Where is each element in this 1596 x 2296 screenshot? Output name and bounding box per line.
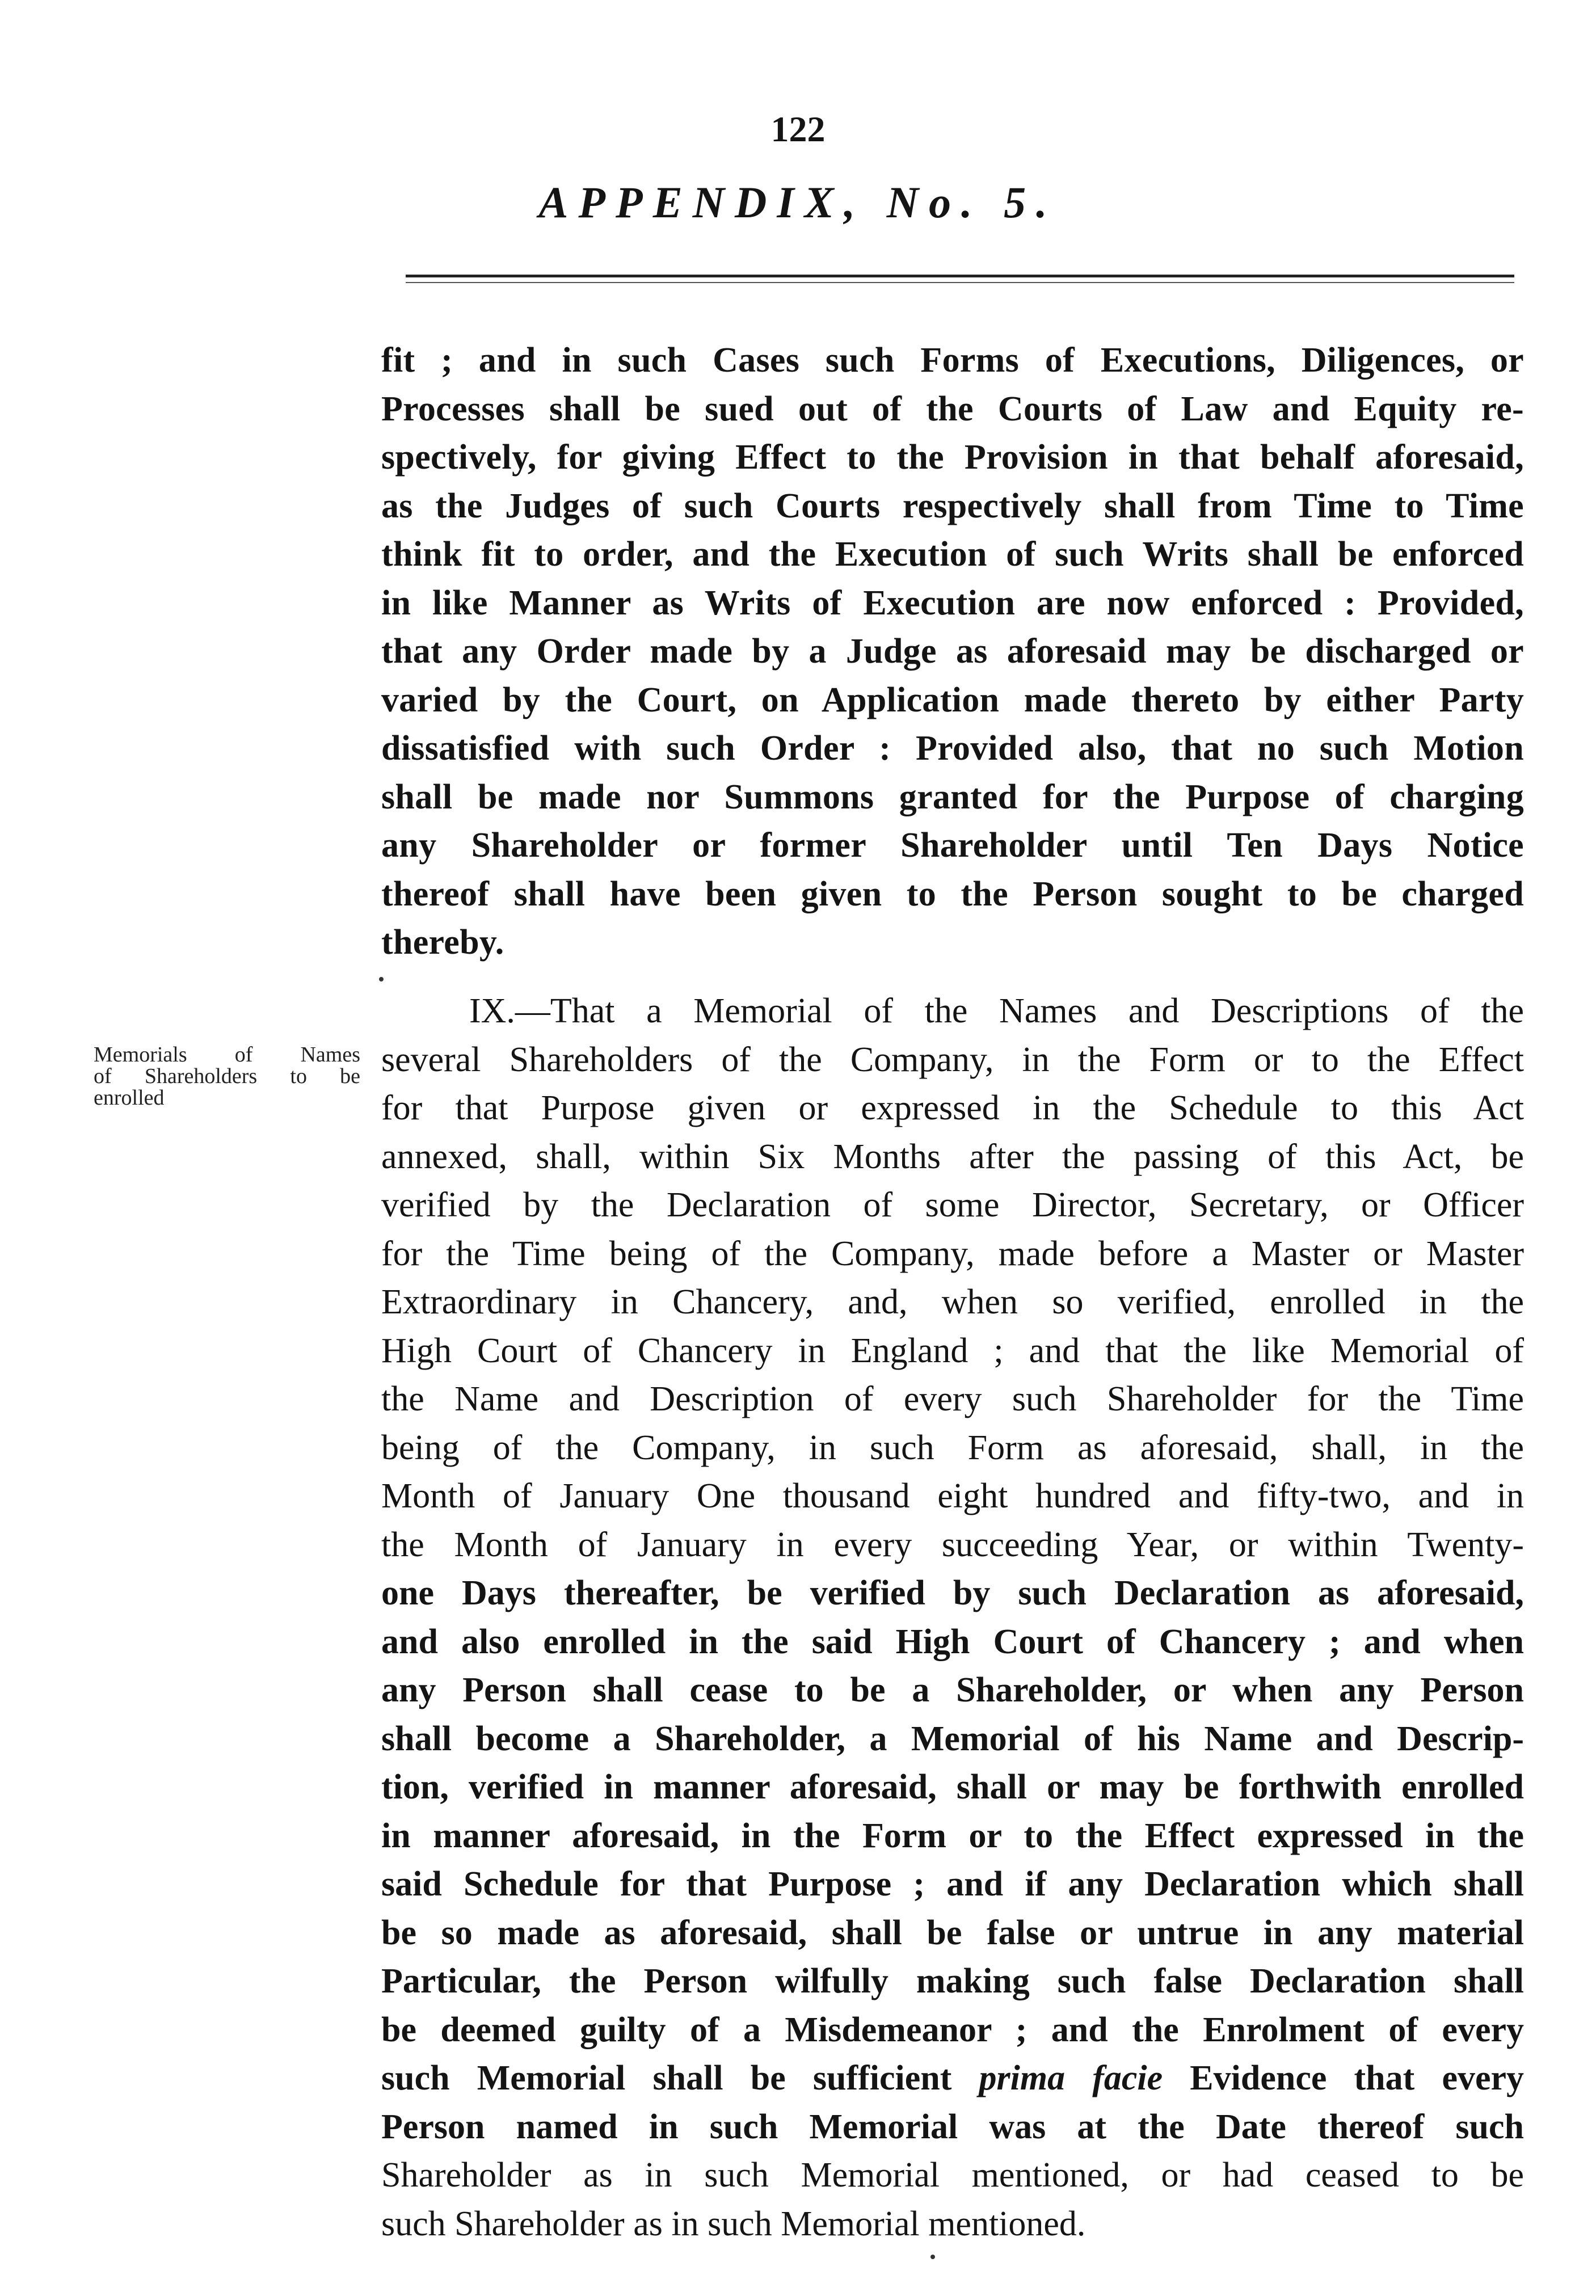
text-line: Extraordinary in Chancery, and, when so verified, enrolled in the xyxy=(381,1283,1524,1321)
text-line: for the Time being of the Company, made before a Master or Master xyxy=(381,1234,1524,1273)
text-line: spectively, for giving Effect to the Provision in that behalf aforesaid, xyxy=(381,438,1524,477)
text-line: tion, verified in manner aforesaid, shall or may be forthwith enrolled xyxy=(381,1768,1524,1806)
text-line: thereof shall have been given to the Person sought to be charged xyxy=(381,874,1524,913)
text-line: as the Judges of such Courts respectively shall from Time to Time xyxy=(381,486,1524,525)
running-head: APPENDIX, No. 5. xyxy=(538,178,1058,227)
text-line: thereby. xyxy=(381,923,504,962)
text-line: said Schedule for that Purpose ; and if any Declaration which shall xyxy=(381,1865,1524,1903)
text-fragment: such Memorial shall be sufficient xyxy=(381,2059,952,2097)
text-line: shall be made nor Summons granted for the Purpose of charging xyxy=(381,777,1524,816)
text-line: such Shareholder as in such Memorial mentioned. xyxy=(381,2204,1086,2243)
text-line: that any Order made by a Judge as aforesaid may be discharged or xyxy=(381,632,1524,671)
page-number: 122 xyxy=(770,109,826,149)
text-line: think fit to order, and the Execution of such Writs shall be enforced xyxy=(381,535,1524,574)
margin-note-line: of Shareholders to be xyxy=(94,1064,360,1088)
text-line: High Court of Chancery in England ; and that the like Memorial of xyxy=(381,1331,1524,1370)
text-line: varied by the Court, on Application made thereto by either Party xyxy=(381,680,1524,719)
margin-note xyxy=(94,1044,360,1109)
text-line: any Shareholder or former Shareholder until Ten Days Notice xyxy=(381,826,1524,865)
paragraph-continuation xyxy=(381,336,1524,967)
header-rule-thin xyxy=(406,282,1514,283)
print-speck xyxy=(379,977,384,981)
text-line: the Name and Description of every such Shareholder for the Time xyxy=(381,1380,1524,1418)
text-line: and also enrolled in the said High Court of Chancery ; and when xyxy=(381,1622,1524,1661)
section-ix-paragraph xyxy=(381,987,1524,2248)
text-line: several Shareholders of the Company, in the Form or to the Effect xyxy=(381,1040,1524,1079)
text-line: verified by the Declaration of some Director, Secretary, or Officer xyxy=(381,1186,1524,1224)
text-line: Shareholder as in such Memorial mentioned, or had ceased to be xyxy=(381,2156,1524,2194)
print-speck xyxy=(930,2255,935,2259)
text-line: one Days thereafter, be verified by such Declaration as aforesaid, xyxy=(381,1574,1524,1612)
text-line: in manner aforesaid, in the Form or to the Effect expressed in the xyxy=(381,1816,1524,1855)
text-line-with-italic xyxy=(381,2054,1524,2103)
text-line: the Month of January in every succeeding Year, or within Twenty- xyxy=(381,1525,1524,1564)
text-line: Particular, the Person wilfully making such false Declaration shall xyxy=(381,1962,1524,2000)
text-line: being of the Company, in such Form as aforesaid, shall, in the xyxy=(381,1428,1524,1467)
text-line: be so made as aforesaid, shall be false or untrue in any material xyxy=(381,1913,1524,1952)
text-fragment: Evidence that every xyxy=(1190,2059,1524,2097)
text-line: any Person shall cease to be a Shareholder, or when any Person xyxy=(381,1671,1524,1709)
text-line: be deemed guilty of a Misdemeanor ; and the Enrolment of every xyxy=(381,2010,1524,2049)
margin-note-line: enrolled xyxy=(94,1086,165,1110)
text-line: fit ; and in such Cases such Forms of Executions, Diligences, or xyxy=(381,341,1524,380)
text-line: dissatisfied with such Order : Provided also, that no such Motion xyxy=(381,729,1524,768)
text-line: in like Manner as Writs of Execution are now enforced : Provided, xyxy=(381,583,1524,622)
text-line: shall become a Shareholder, a Memorial of his Name and Descrip- xyxy=(381,1719,1524,1758)
header-rule xyxy=(406,275,1514,277)
text-line: annexed, shall, within Six Months after the passing of this Act, be xyxy=(381,1137,1524,1176)
text-line: Processes shall be sued out of the Courts of Law and Equity re- xyxy=(381,389,1524,428)
text-line: for that Purpose given or expressed in the Schedule to this Act xyxy=(381,1089,1524,1127)
margin-note-line: Memorials of Names xyxy=(94,1043,360,1067)
italic-phrase: prima facie xyxy=(979,2059,1163,2097)
text-line: Month of January One thousand eight hundred and fifty-two, and in xyxy=(381,1477,1524,1515)
text-line: Person named in such Memorial was at the Date thereof such xyxy=(381,2107,1524,2146)
text-line: IX.—That a Memorial of the Names and Descriptions of the xyxy=(469,992,1524,1030)
